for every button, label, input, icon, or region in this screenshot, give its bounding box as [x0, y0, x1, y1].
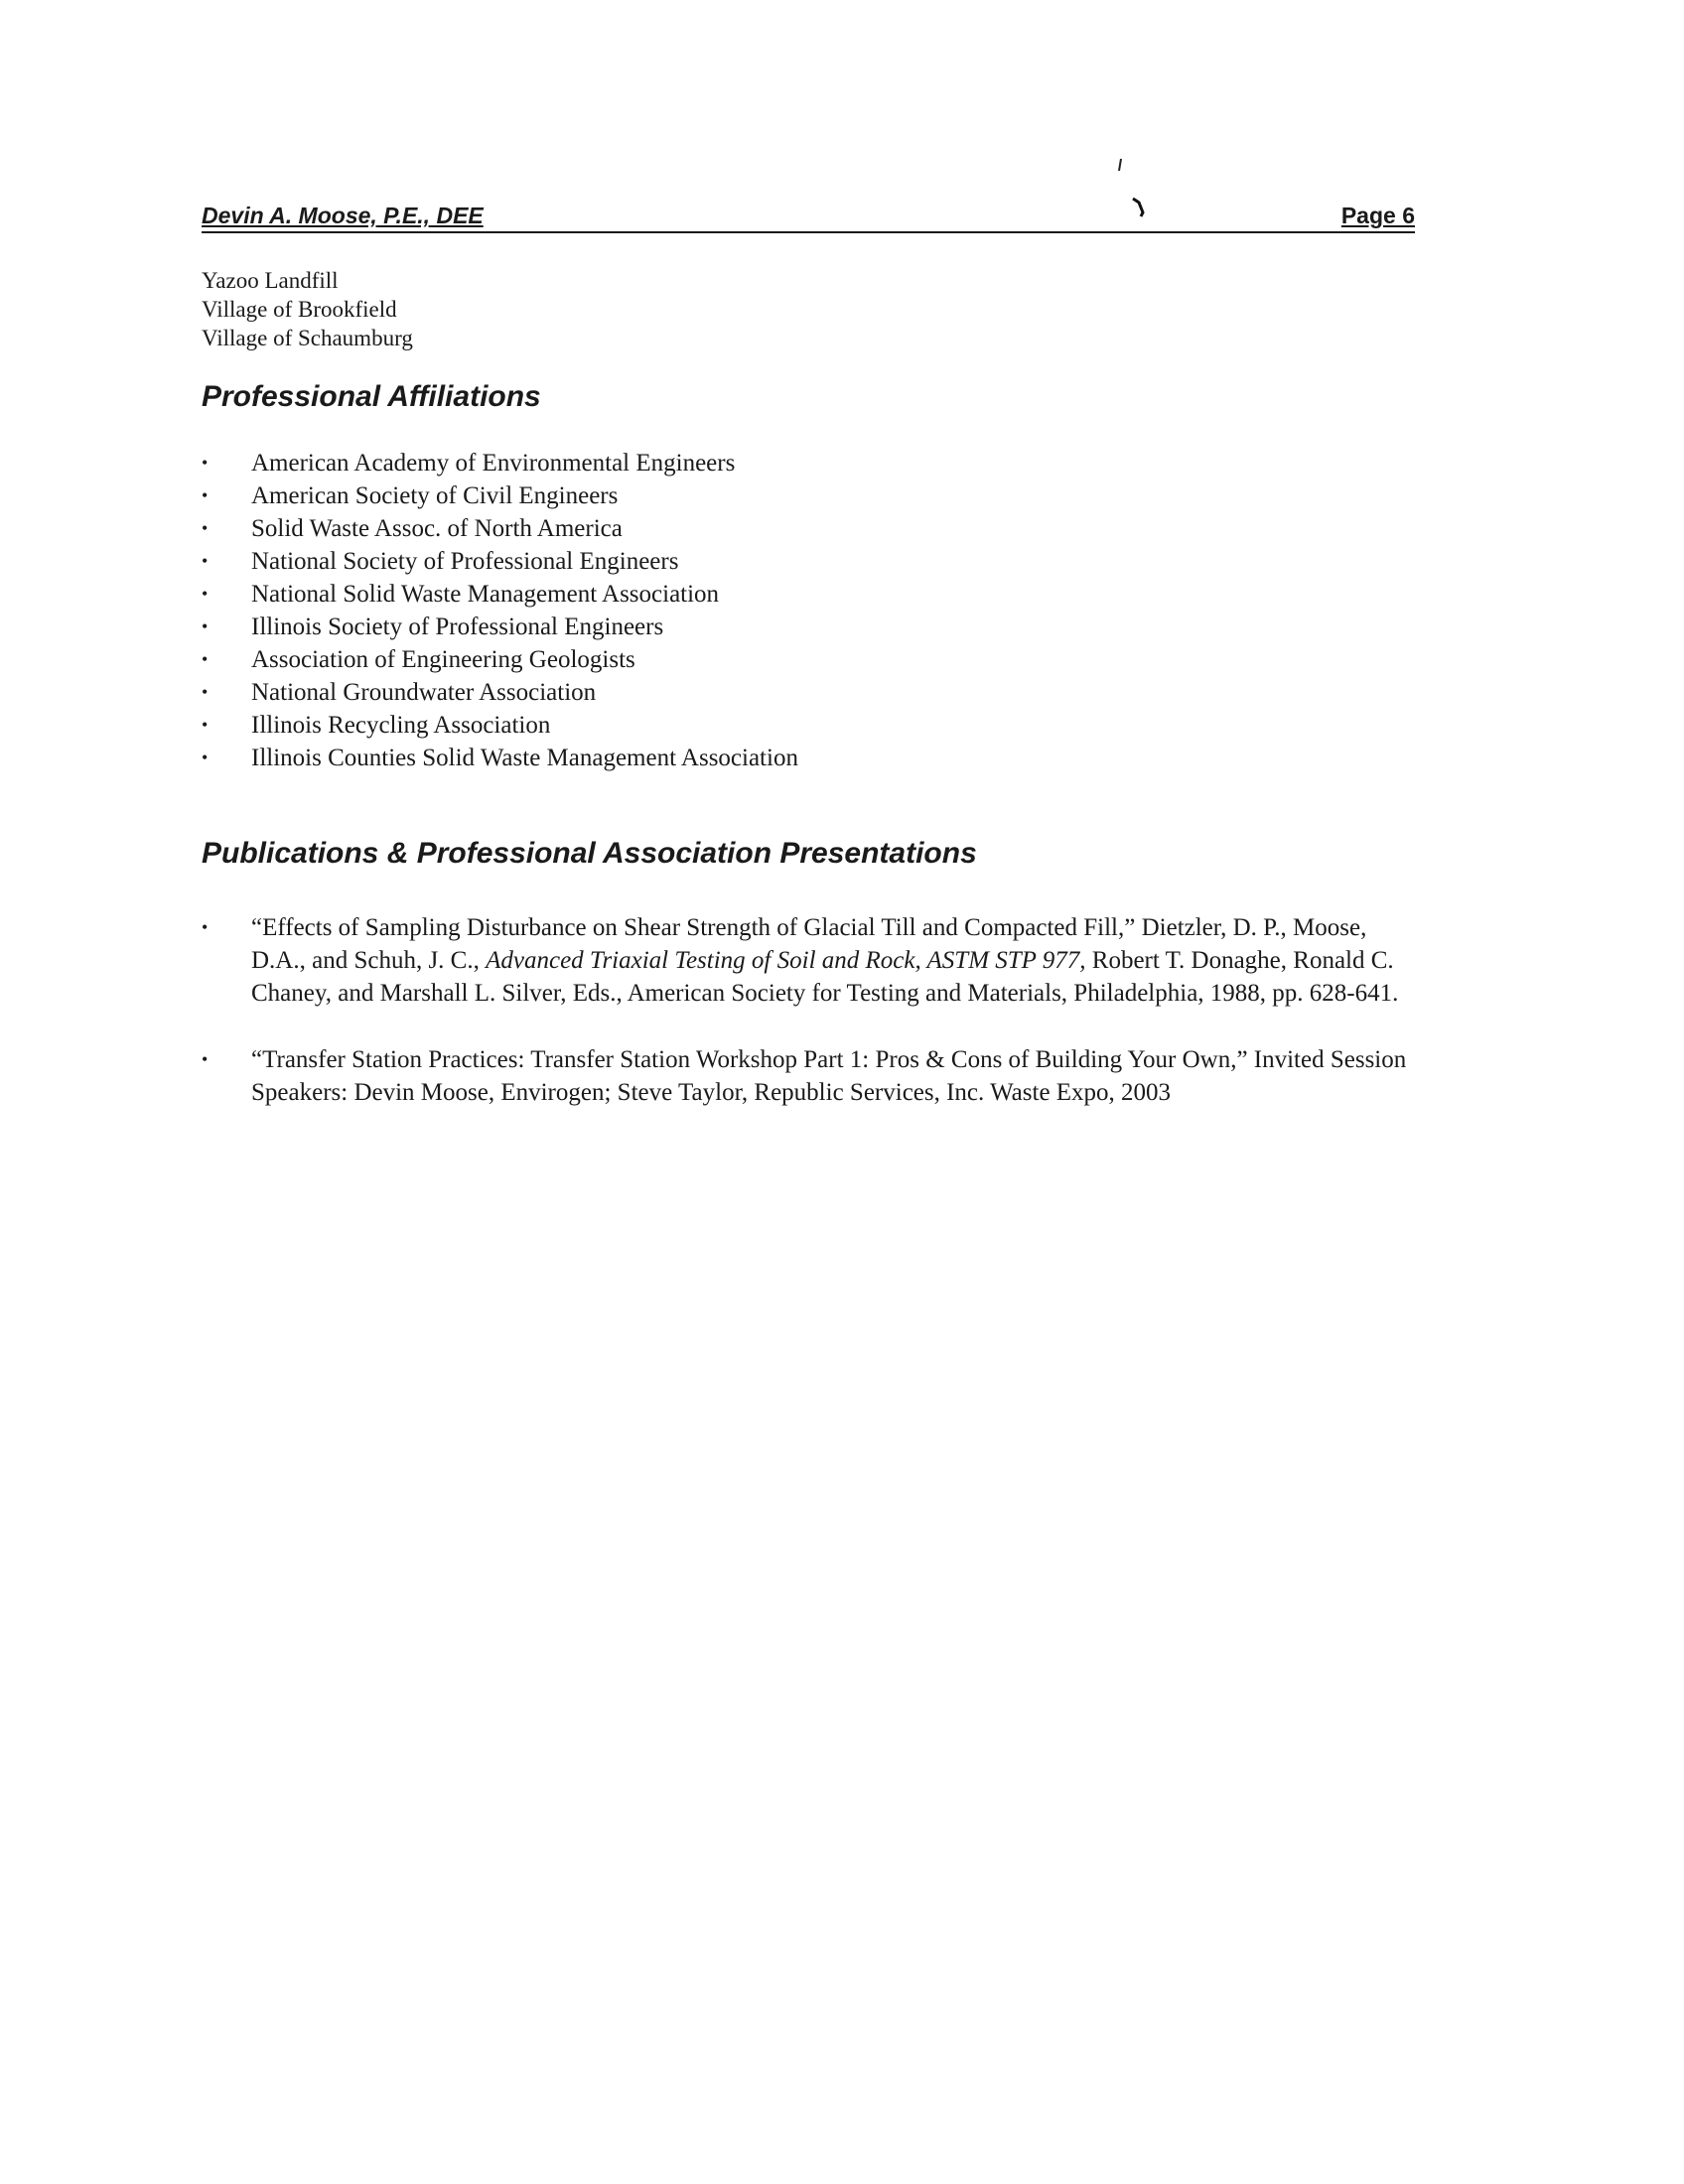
publications-list: [202, 911, 1423, 1109]
bullet-icon: •: [202, 518, 209, 538]
bullet-icon: •: [202, 485, 209, 505]
publication-item: [202, 1043, 1423, 1109]
bullet-icon: •: [202, 453, 209, 473]
affiliation-item: • Association of Engineering Geologists: [202, 643, 798, 676]
location-item: Village of Brookfield: [202, 297, 397, 322]
publication-text-continued: Robert T. Donaghe, Ronald C. Chaney, and Marshall L. Silver, Eds., American Society for Testing and Materials, Philadelphia, 1988, pp. 628-641.: [251, 947, 1399, 1007]
bullet-icon: •: [202, 616, 209, 636]
publication-item: [202, 911, 1423, 1010]
publications-heading: Publications & Professional Association Presentations: [202, 837, 977, 870]
publication-text: “Transfer Station Practices: Transfer Station Workshop Part 1: Pros & Cons of Building Your Own,” Invited Session Speakers: Devin Moose, Envirogen; Steve Taylor, Republic Services, Inc. Waste Expo, 2003: [251, 1046, 1407, 1106]
affiliations-list: [202, 447, 798, 774]
affiliation-item: • American Academy of Environmental Engineers: [202, 447, 798, 479]
publication-text: “Effects of Sampling Disturbance on Shear Strength of Glacial Till and Compacted Fill,” Dietzler, D. P., Moose, D.A., and Schuh, J. C.,: [251, 914, 1367, 974]
bullet-icon: •: [202, 917, 209, 937]
header-author: Devin A. Moose, P.E., DEE: [202, 203, 484, 228]
affiliation-item: • National Solid Waste Management Association: [202, 578, 798, 611]
header-page-number: Page 6: [1340, 203, 1415, 228]
bullet-icon: •: [202, 584, 209, 604]
bullet-icon: •: [202, 551, 209, 571]
affiliations-heading: Professional Affiliations: [202, 380, 541, 413]
affiliation-item: • Illinois Counties Solid Waste Management Association: [202, 742, 798, 774]
affiliation-item: • Illinois Recycling Association: [202, 709, 798, 742]
affiliation-item: • American Society of Civil Engineers: [202, 479, 798, 512]
bullet-icon: •: [202, 682, 209, 702]
affiliation-item: • Illinois Society of Professional Engineers: [202, 611, 798, 643]
location-item: Village of Schaumburg: [202, 326, 413, 350]
affiliation-item: • Solid Waste Assoc. of North America: [202, 512, 798, 545]
bullet-icon: •: [202, 748, 209, 767]
affiliation-item: • National Groundwater Association: [202, 676, 798, 709]
bullet-icon: •: [202, 715, 209, 735]
location-item: Yazoo Landfill: [202, 268, 339, 293]
bullet-icon: •: [202, 649, 209, 669]
page-header: [202, 204, 1415, 233]
client-locations-list: [202, 266, 413, 352]
publication-source-title: Advanced Triaxial Testing of Soil and Rock, ASTM STP 977,: [486, 947, 1086, 974]
bullet-icon: •: [202, 1049, 209, 1069]
affiliation-item: • National Society of Professional Engineers: [202, 545, 798, 578]
